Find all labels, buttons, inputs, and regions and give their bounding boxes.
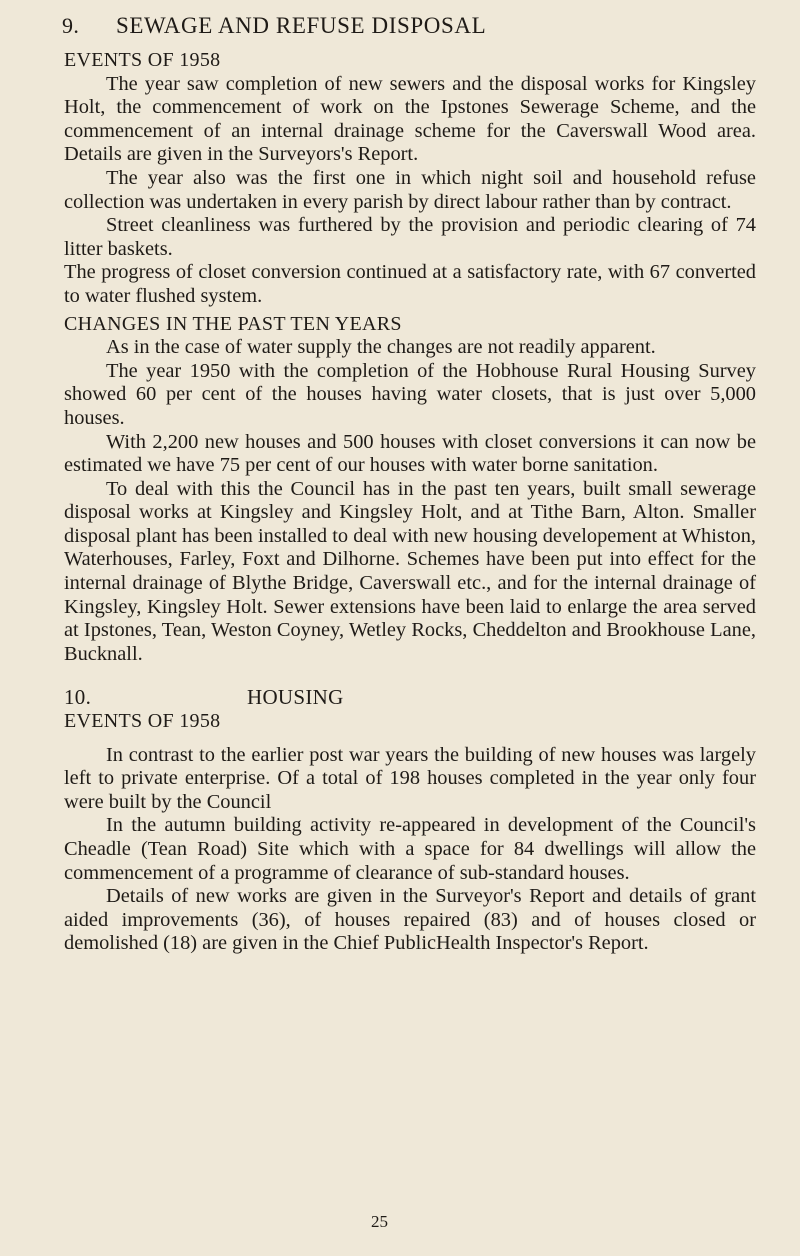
- changes-paragraph-1: As in the case of water supply the changes are not readily apparent.: [106, 336, 656, 359]
- events-heading: EVENTS OF 1958: [64, 49, 221, 71]
- changes-paragraph-4: To deal with this the Council has in the past ten years, built small sewerage disposal works at Kingsley and Kingsley Holt, and at Tithe Barn, Alton. Smaller disposal plant has been installed to deal with new housing developement at Whiston, Waterhouses, Farley, Foxt and Dilhorne. Schemes have been put into effect for the internal drainage of Blythe Bridge, Caverswall etc., and for the internal drainage of Kingsley, Kingsley Holt. Sewer extensions have been laid to enlarge the area served at Ipstones, Tean, Weston Coyney, Wetley Rocks, Cheddelton and Brookhouse Lane, Bucknall.: [64, 477, 756, 665]
- sewage-paragraph-4: The progress of closet conversion continued at a satisfactory rate, with 67 converted to water flushed system.: [64, 261, 756, 307]
- housing-heading: [64, 686, 756, 710]
- section-title: SEWAGE AND REFUSE DISPOSAL: [116, 13, 487, 38]
- housing-section-title: HOUSING: [247, 685, 344, 710]
- spacer: [64, 734, 756, 744]
- page-number: 25: [371, 1212, 388, 1231]
- section-number: 9.: [62, 13, 80, 38]
- page-header: [64, 14, 756, 46]
- changes-heading: CHANGES IN THE PAST TEN YEARS: [64, 312, 402, 335]
- housing-paragraph-3: Details of new works are given in the Surveyor's Report and details of grant aided improvements (36), of houses repaired (83) and of houses closed or demolished (18) are given in the Chief PublicHealth Inspector's Report.: [64, 885, 756, 955]
- housing-section-number: 10.: [64, 685, 92, 710]
- sewage-paragraph-1: The year saw completion of new sewers and the disposal works for Kingsley Holt, the commencement of work on the Ipstones Sewerage Scheme, and the commencement of an internal drainage scheme for the Caverswall Wood area. Details are given in the Surveyors's Report.: [64, 72, 756, 166]
- document-page: [64, 14, 756, 956]
- sewage-paragraph-2: The year also was the first one in which night soil and household refuse collection was undertaken in every parish by direct labour rather than by contract.: [64, 166, 756, 213]
- housing-paragraph-2: In the autumn building activity re-appeared in development of the Council's Cheadle (Tean Road) Site which with a space for 84 dwellings will allow the commencement of a programme of clearance of sub-standard houses.: [64, 814, 756, 884]
- spacer: [64, 666, 756, 686]
- housing-paragraph-1: In contrast to the earlier post war years the building of new houses was largely left to private enterprise. Of a total of 198 houses completed in the year only four were built by the Council: [64, 743, 756, 813]
- sewage-paragraph-3: Street cleanliness was furthered by the provision and periodic clearing of 74 litter baskets.: [64, 214, 756, 260]
- changes-paragraph-2: The year 1950 with the completion of the Hobhouse Rural Housing Survey showed 60 per cent of the houses having water closets, that is just over 5,000 houses.: [64, 359, 756, 429]
- changes-paragraph-3: With 2,200 new houses and 500 houses with closet conversions it can now be estimated we have 75 per cent of our houses with water borne sanitation.: [64, 430, 756, 477]
- housing-events-heading: EVENTS OF 1958: [64, 710, 221, 733]
